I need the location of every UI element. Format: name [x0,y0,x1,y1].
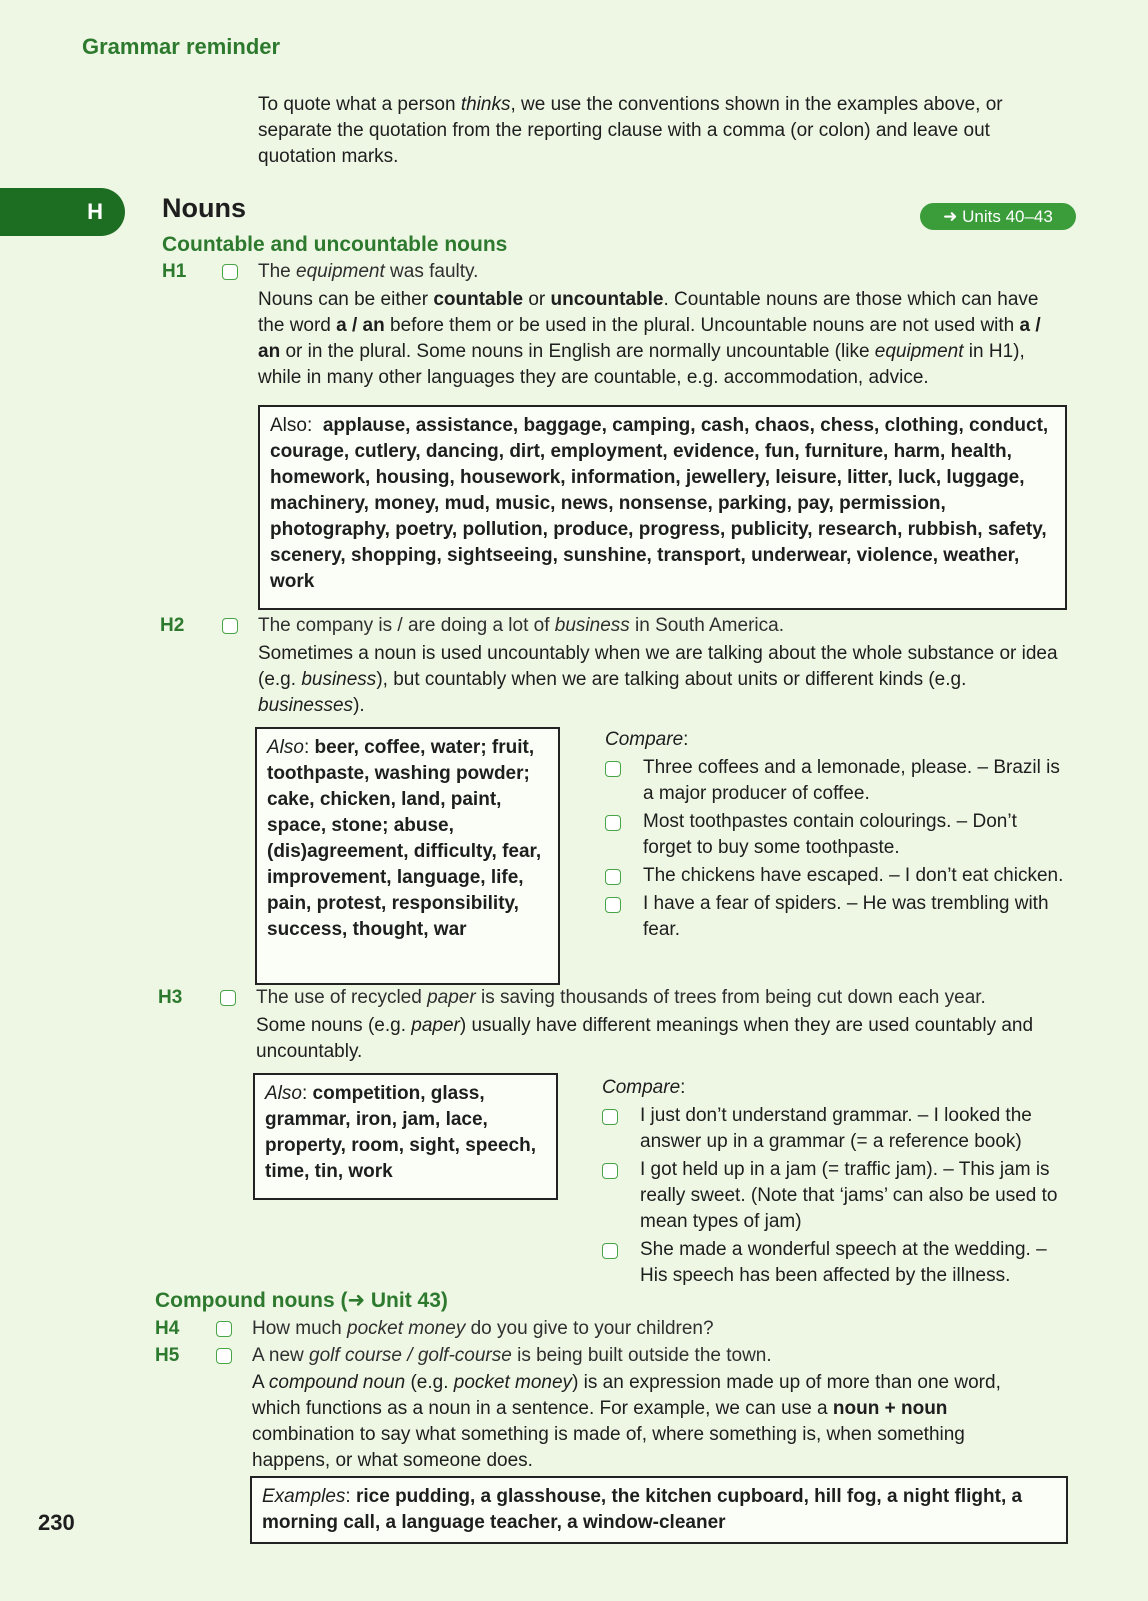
compare-checkbox[interactable] [605,897,621,913]
h4-example: How much pocket money do you give to your children? [252,1318,714,1339]
h1-also-box: Also: applause, assistance, baggage, camping, cash, chaos, chess, clothing, conduct, courage, cutlery, dancing, dirt, employment, evidence, fun, furniture, harm, health, homework, housing, housework, information, jewellery, leisure, litter, luck, luggage, machinery, money, mud, music, news, nonsense, parking, pay, permission, photography, poetry, pollution, produce, progress, publicity, research, rubbish, safety, scenery, shopping, sightseeing, sunshine, transport, underwear, violence, weather, work [258,405,1067,610]
h5-label: H5 [155,1345,180,1366]
compound-heading: Compound nouns (➜ Unit 43) [155,1289,448,1312]
compare-checkbox[interactable] [605,761,621,777]
compare-item: I got held up in a jam (= traffic jam). – This jam is really sweet. (Note that ‘jams’ can also be used to mean types of jam) [602,1157,1067,1235]
compare-item: She made a wonderful speech at the wedding. – His speech has been affected by the illness. [602,1237,1067,1289]
page-header-title: Grammar reminder [82,34,281,59]
compare-checkbox[interactable] [602,1109,618,1125]
h3-label: H3 [158,987,183,1008]
units-badge: ➜ Units 40–43 [920,203,1076,230]
compare-item: Three coffees and a lemonade, please. – Brazil is a major producer of coffee. [605,755,1065,807]
h3-compare-title: Compare: [602,1077,686,1098]
section-tab: H [0,188,125,236]
h1-label: H1 [162,261,187,282]
compare-item: I just don’t understand grammar. – I looked the answer up in a grammar (= a reference book) [602,1103,1067,1155]
compare-checkbox[interactable] [605,815,621,831]
page-number: 230 [38,1510,75,1535]
h1-example: The equipment was faulty. [258,261,479,282]
h3-compare [602,1075,1067,1289]
h4-checkbox[interactable] [216,1321,232,1337]
h3-checkbox[interactable] [220,990,236,1006]
h2-label: H2 [160,615,185,636]
h2-also-box: Also: beer, coffee, water; fruit, toothpaste, washing powder; cake, chicken, land, paint, space, stone; abuse, (dis)agreement, difficulty, fear, improvement, language, life, pain, protest, responsibility, success, thought, war [255,727,560,985]
section-title: Nouns [162,193,246,223]
h5-checkbox[interactable] [216,1348,232,1364]
h3-example: The use of recycled paper is saving thousands of trees from being cut down each year. [256,987,986,1008]
intro-paragraph: To quote what a person thinks, we use the conventions shown in the examples above, or separate the quotation from the reporting clause with a comma (or colon) and leave out quotation marks. [258,94,1003,167]
compare-checkbox[interactable] [605,869,621,885]
compare-item: The chickens have escaped. – I don’t eat chicken. [605,863,1065,889]
h2-compare-title: Compare: [605,729,689,750]
h1-checkbox[interactable] [222,264,238,280]
compound-explanation: A compound noun (e.g. pocket money) is an expression made up of more than one word, which functions as a noun in a sentence. For example, we can use a noun + noun combination to say what something is made of, where something is, when something happens, or what someone does. [252,1372,1001,1471]
h3-explanation: Some nouns (e.g. paper) usually have different meanings when they are used countably and uncountably. [256,1015,1034,1062]
compare-item: I have a fear of spiders. – He was trembling with fear. [605,891,1065,943]
compare-item: Most toothpastes contain colourings. – Don’t forget to buy some toothpaste. [605,809,1065,861]
h2-checkbox[interactable] [222,618,238,634]
h2-explanation: Sometimes a noun is used uncountably when we are talking about the whole substance or idea (e.g. business), but countably when we are talking about units or different kinds (e.g. businesses). [258,643,1058,716]
h1-explanation: Nouns can be either countable or uncountable. Countable nouns are those which can have the word a / an before them or be used in the plural. Uncountable nouns are not used with a / an or in the plural. Some nouns in English are normally uncountable (like equipment in H1), while in many other languages they are countable, e.g. accommodation, advice. [258,289,1041,388]
countable-heading: Countable and uncountable nouns [162,233,508,256]
h2-compare [605,727,1065,943]
h2-example: The company is / are doing a lot of business in South America. [258,615,784,636]
compound-examples-box: Examples: rice pudding, a glasshouse, the kitchen cupboard, hill fog, a night flight, a morning call, a language teacher, a window-cleaner [250,1476,1068,1544]
h5-example: A new golf course / golf-course is being built outside the town. [252,1345,772,1366]
compare-checkbox[interactable] [602,1163,618,1179]
h3-also-box: Also: competition, glass, grammar, iron, jam, lace, property, room, sight, speech, time, tin, work [253,1073,558,1200]
compare-checkbox[interactable] [602,1243,618,1259]
h4-label: H4 [155,1318,180,1339]
